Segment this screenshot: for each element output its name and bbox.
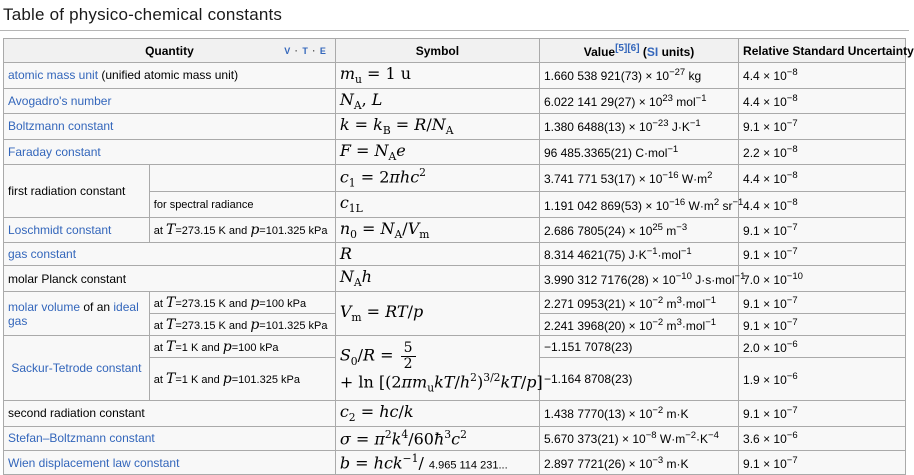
uncertainty-cell: $3.6 \times 10^{-6}$ (739, 426, 906, 450)
value-cell: 2.686 $7805(24) \times 10^{25}$ $m^{-3}$ (539, 217, 738, 243)
row-sackur-tetrode-a (4, 336, 906, 358)
uncertainty-cell: $9.1 \times 10^{-7}$ (739, 314, 906, 336)
row-molar-planck (4, 266, 906, 292)
quantity-cell: second radiation constant (4, 401, 336, 427)
value-cell: 3.990 312 $7176(28) \times 10^{-10}$ J·s·mol$^{-1}$ (539, 266, 738, 292)
stefan-boltzmann-constant-link[interactable]: Stefan–Boltzmann constant (8, 431, 155, 446)
uncertainty-cell: $9.1 \times 10^{-7}$ (739, 401, 906, 427)
quantity-cell (4, 88, 336, 114)
constants-table (3, 38, 914, 475)
quantity-cell (4, 426, 336, 450)
symbol-cell: R (335, 243, 539, 266)
quantity-cell (4, 114, 336, 140)
row-avogadro (4, 88, 906, 114)
symbol-cell: $\sigma = \pi^2k^4/60ħ^3c^2$ (335, 426, 539, 450)
value-cell: 1.660 538 $921(73) \times 10^{-27}$ kg (539, 63, 738, 89)
symbol-cell: $m_u = 1$ u (335, 63, 539, 89)
value-cell: 3.741 771 $53(17) \times 10^{-16}$ $W\cdot m^2$ (539, 165, 738, 192)
edit-link[interactable]: E (319, 45, 327, 56)
uncertainty-cell: $4.4 \times 10^{-8}$ (739, 88, 906, 114)
value-cell: 6.022 141 $29(27) \times 10^{23}$ mol$^{-1}$ (539, 88, 738, 114)
uncertainty-cell: $1.9 \times 10^{-6}$ (739, 358, 906, 401)
ideal-gas-link[interactable]: ideal gas (8, 299, 139, 328)
page-title: Table of physico-chemical constants (0, 0, 909, 31)
atomic-mass-unit-link[interactable]: atomic mass unit (8, 68, 99, 83)
boltzmann-constant-link[interactable]: Boltzmann constant (8, 119, 114, 134)
ref-6-link[interactable]: [6] (627, 42, 640, 54)
si-units-link[interactable]: SI (646, 44, 659, 59)
row-boltzmann (4, 114, 906, 140)
condition-cell (149, 165, 335, 192)
talk-link[interactable]: T (302, 45, 309, 56)
value-cell: −1.151 7078(23) (539, 336, 738, 358)
uncertainty-cell: $2.2 \times 10^{-8}$ (739, 139, 906, 165)
symbol-cell: $V_m = RT/p$ (335, 292, 539, 336)
quantity-cell (4, 243, 336, 266)
wien-displacement-law-constant-link[interactable]: Wien displacement law constant (8, 455, 180, 470)
value-cell: 96 485.3365(21) C·mol$^{-1}$ (539, 139, 738, 165)
symbol-cell: $k = k_B = R/N_A$ (335, 114, 539, 140)
symbol-cell: $N_Ah$ (335, 266, 539, 292)
quantity-cell (4, 217, 150, 243)
quantity-header-label: Quantity (145, 43, 194, 58)
value-cell: 1.438 $7770(13) \times 10^{-2}$ m·K (539, 401, 738, 427)
gas-constant-link[interactable]: gas constant (8, 247, 77, 262)
quantity-cell: molar volume of an ideal gas (4, 292, 150, 336)
column-header-value: Value[5][6] (SI units) (539, 39, 738, 63)
uncertainty-cell: $9.1 \times 10^{-7}$ (739, 217, 906, 243)
quantity-cell (4, 450, 336, 474)
symbol-cell: $S_0/R$ = $\frac{5}{2}$ + $\ln [(2\pi m_ukT/h^2)^{3/2}kT/p]$ (335, 336, 539, 401)
value-cell: −1.164 8708(23) (539, 358, 738, 401)
value-cell: 2.897 $7721(26) \times 10^{-3}$ m·K (539, 450, 738, 474)
uncertainty-cell: $9.1 \times 10^{-7}$ (739, 292, 906, 314)
condition-cell: at T=1 K and p=100 kPa (149, 336, 335, 358)
condition-cell: for spectral radiance (149, 192, 335, 218)
condition-cell: at T=1 K and p=101.325 kPa (149, 358, 335, 401)
uncertainty-cell: $9.1 \times 10^{-7}$ (739, 243, 906, 266)
row-molar-volume-a (4, 292, 906, 314)
ref-5-link[interactable]: [5] (615, 42, 628, 54)
uncertainty-cell: $2.0 \times 10^{-6}$ (739, 336, 906, 358)
header-row (4, 39, 906, 63)
symbol-cell: $n_0 = N_A/V_m$ (335, 217, 539, 243)
row-faraday (4, 139, 906, 165)
loschmidt-constant-link[interactable]: Loschmidt constant (8, 223, 112, 238)
condition-cell: at T=273.15 K and p=100 kPa (149, 292, 335, 314)
value-cell: 1.191 042 $869(53) \times 10^{-16}$ $W\cdot m^2$ $sr^{-1}$ (539, 192, 738, 218)
column-header-uncertainty: Relative Standard Uncertainty (739, 39, 906, 63)
quantity-cell (4, 139, 336, 165)
uncertainty-cell: $4.4 \times 10^{-8}$ (739, 192, 906, 218)
row-second-radiation (4, 401, 906, 427)
condition-cell: at T=273.15 K and p=101.325 kPa (149, 314, 335, 336)
column-header-quantity (4, 39, 336, 63)
row-gas-constant (4, 243, 906, 266)
quantity-cell: atomic mass unit (unified atomic mass unit) (4, 63, 336, 89)
row-stefan-boltzmann (4, 426, 906, 450)
vte-links: V · T · E (284, 45, 327, 56)
quantity-cell (4, 336, 150, 401)
symbol-cell: $c_{1L}$ (335, 192, 539, 218)
quantity-cell: molar Planck constant (4, 266, 336, 292)
quantity-cell: first radiation constant (4, 165, 150, 218)
column-header-symbol: Symbol (335, 39, 539, 63)
avogadros-number-link[interactable]: Avogadro's number (8, 93, 112, 108)
symbol-cell: $c_1 = 2\pi hc^2$ (335, 165, 539, 192)
uncertainty-cell: $9.1 \times 10^{-7}$ (739, 450, 906, 474)
symbol-cell: $c_2 = hc/k$ (335, 401, 539, 427)
molar-volume-link[interactable]: molar volume (8, 299, 81, 314)
symbol-cell: b = hck$^{-1}$/ 4.965 114 231... (335, 450, 539, 474)
uncertainty-cell: $4.4 \times 10^{-8}$ (739, 63, 906, 89)
uncertainty-cell: $7.0 \times 10^{-10}$ (739, 266, 906, 292)
value-cell: 1.380 $6488(13) \times 10^{-23}$ $J\cdot K^{-1}$ (539, 114, 738, 140)
uncertainty-cell: $9.1 \times 10^{-7}$ (739, 114, 906, 140)
row-wien (4, 450, 906, 474)
value-cell: 5.670 $373(21) \times 10^{-8}$ $W\cdot m^{-2}\cdot K^{-4}$ (539, 426, 738, 450)
faraday-constant-link[interactable]: Faraday constant (8, 145, 101, 160)
uncertainty-cell: $4.4 \times 10^{-8}$ (739, 165, 906, 192)
view-link[interactable]: V (284, 45, 292, 56)
row-first-radiation-a (4, 165, 906, 192)
value-cell: 2.241 $3968(20) \times 10^{-2}$ $m^3\cdot mol^{-1}$ (539, 314, 738, 336)
value-cell: 2.271 $0953(21) \times 10^{-2}$ $m^3\cdot mol^{-1}$ (539, 292, 738, 314)
value-cell: 8.314 4621(75) $J\cdot K^{-1}\cdot mol^{-1}$ (539, 243, 738, 266)
row-atomic-mass-unit (4, 63, 906, 89)
symbol-cell: $N_A$, L (335, 88, 539, 114)
symbol-cell: $F = N_Ae$ (335, 139, 539, 165)
condition-cell: at T=273.15 K and p=101.325 kPa (149, 217, 335, 243)
sackur-tetrode-constant-link[interactable]: Sackur-Tetrode constant (11, 361, 142, 376)
row-loschmidt (4, 217, 906, 243)
